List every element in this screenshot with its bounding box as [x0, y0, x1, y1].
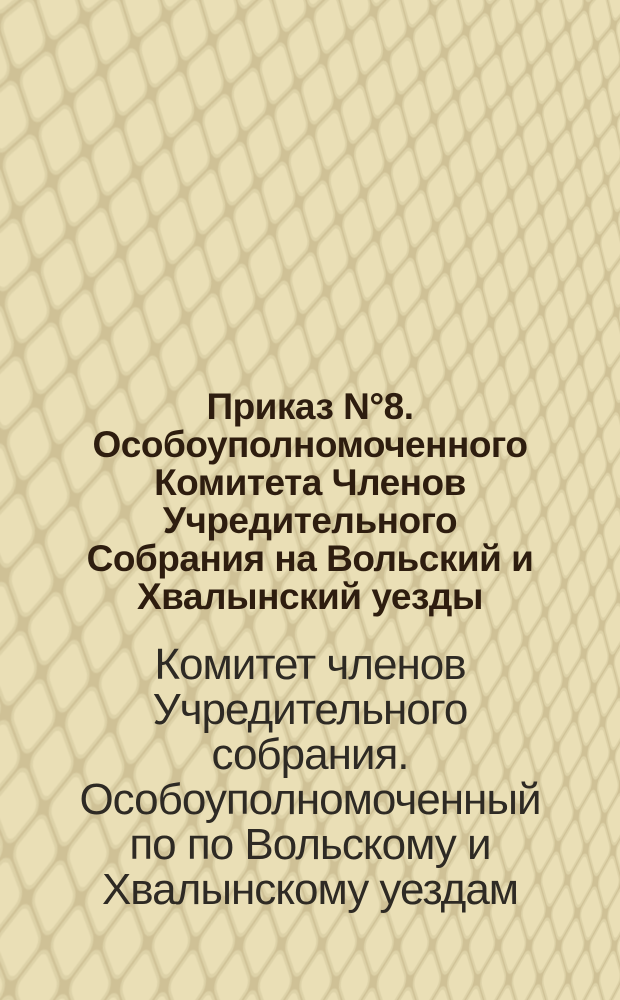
title-line: Приказ N°8. [206, 386, 414, 427]
cover-title [0, 388, 620, 616]
subtitle-line: Хвалынскому уездам [101, 865, 519, 914]
subtitle-line: по по Вольскому и [129, 820, 491, 869]
subtitle-line: Учредительного [152, 685, 468, 734]
subtitle-line: Комитет членов [154, 640, 466, 689]
subtitle-line: Особоуполномоченный [79, 775, 541, 824]
title-line: Особоуполномоченного [92, 424, 528, 465]
title-line: Хвалынский уезды [137, 576, 483, 617]
cover-text-block [0, 388, 620, 912]
cover-subtitle [0, 642, 620, 912]
title-line: Учредительного [162, 500, 458, 541]
subtitle-line: собрания. [211, 730, 409, 779]
title-line: Собрания на Вольский и [86, 538, 534, 579]
title-line: Комитета Членов [154, 462, 466, 503]
